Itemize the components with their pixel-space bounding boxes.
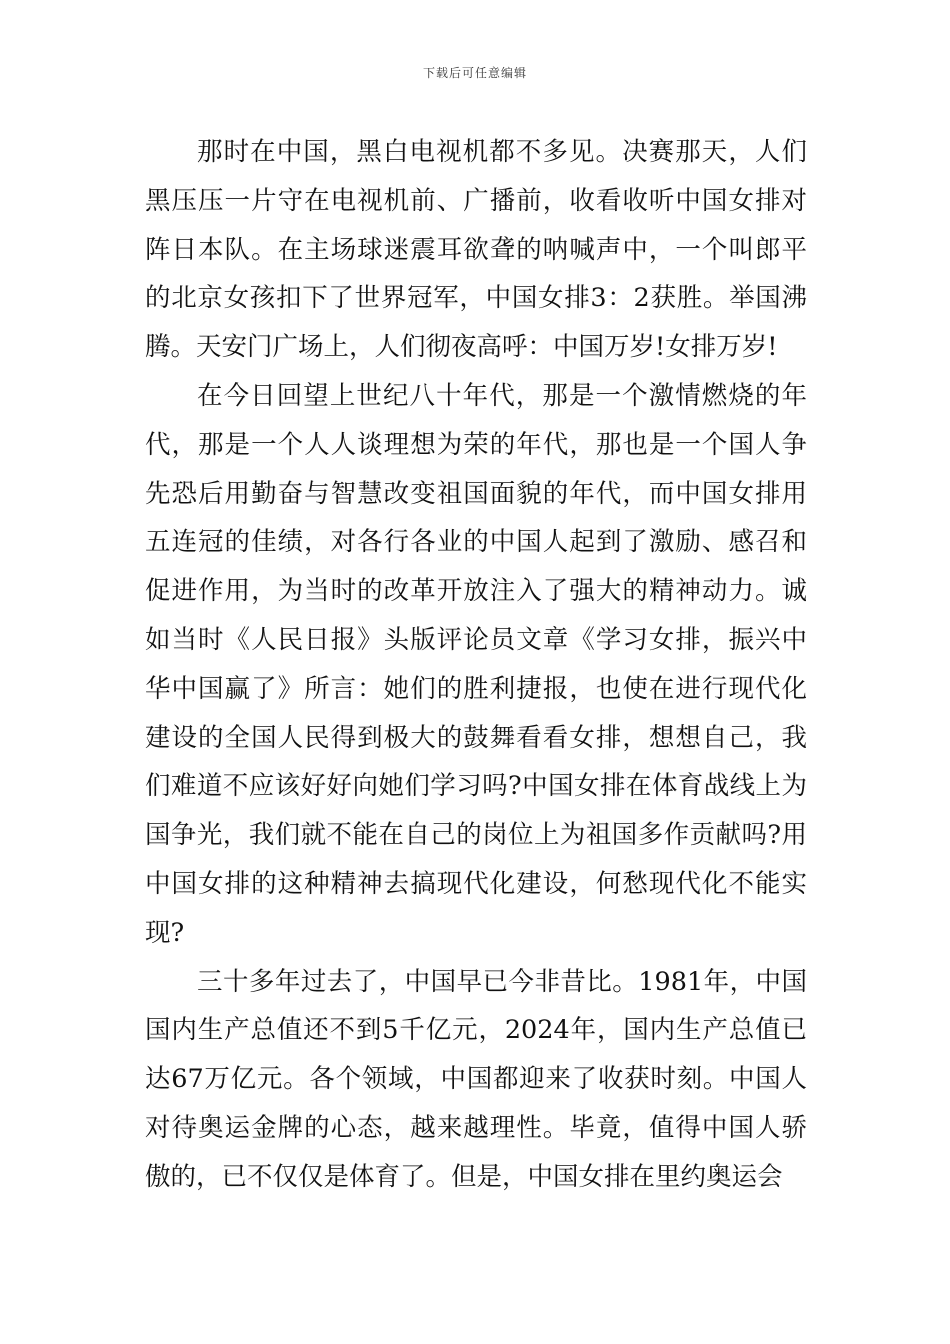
- paragraph-2: 在今日回望上世纪八十年代，那是一个激情燃烧的年代，那是一个人人谈理想为荣的年代，那也是一个国人争先恐后用勤奋与智慧改变祖国面貌的年代，而中国女排用五连冠的佳绩，对各行各业的中国人起到了激励、感召和促进作用，为当时的改革开放注入了强大的精神动力。诚如当时《人民日报》头版评论员文章《学习女排，振兴中华中国赢了》所言：她们的胜利捷报，也使在进行现代化建设的全国人民得到极大的鼓舞看看女排，想想自己，我们难道不应该好好向她们学习吗?中国女排在体育战线上为国争光，我们就不能在自己的岗位上为祖国多作贡献吗?用中国女排的这种精神去搞现代化建设，何愁现代化不能实现?: [145, 380, 807, 948]
- paragraph-1: 那时在中国，黑白电视机都不多见。决赛那天，人们黑压压一片守在电视机前、广播前，收看收听中国女排对阵日本队。在主场球迷震耳欲聋的呐喊声中，一个叫郎平的北京女孩扣下了世界冠军，中国女排3：2获胜。举国沸腾。天安门广场上，人们彻夜高呼：中国万岁!女排万岁!: [145, 137, 807, 363]
- page-header: 下载后可任意编辑: [422, 66, 527, 80]
- paragraph-3: 三十多年过去了，中国早已今非昔比。1981年，中国国内生产总值还不到5千亿元，2024年，国内生产总值已达67万亿元。各个领域，中国都迎来了收获时刻。中国人对待奥运金牌的心态，越来越理性。毕竟，值得中国人骄傲的，已不仅仅是体育了。但是，中国女排在里约奥运会: [145, 966, 807, 1192]
- document-body: [145, 128, 807, 1202]
